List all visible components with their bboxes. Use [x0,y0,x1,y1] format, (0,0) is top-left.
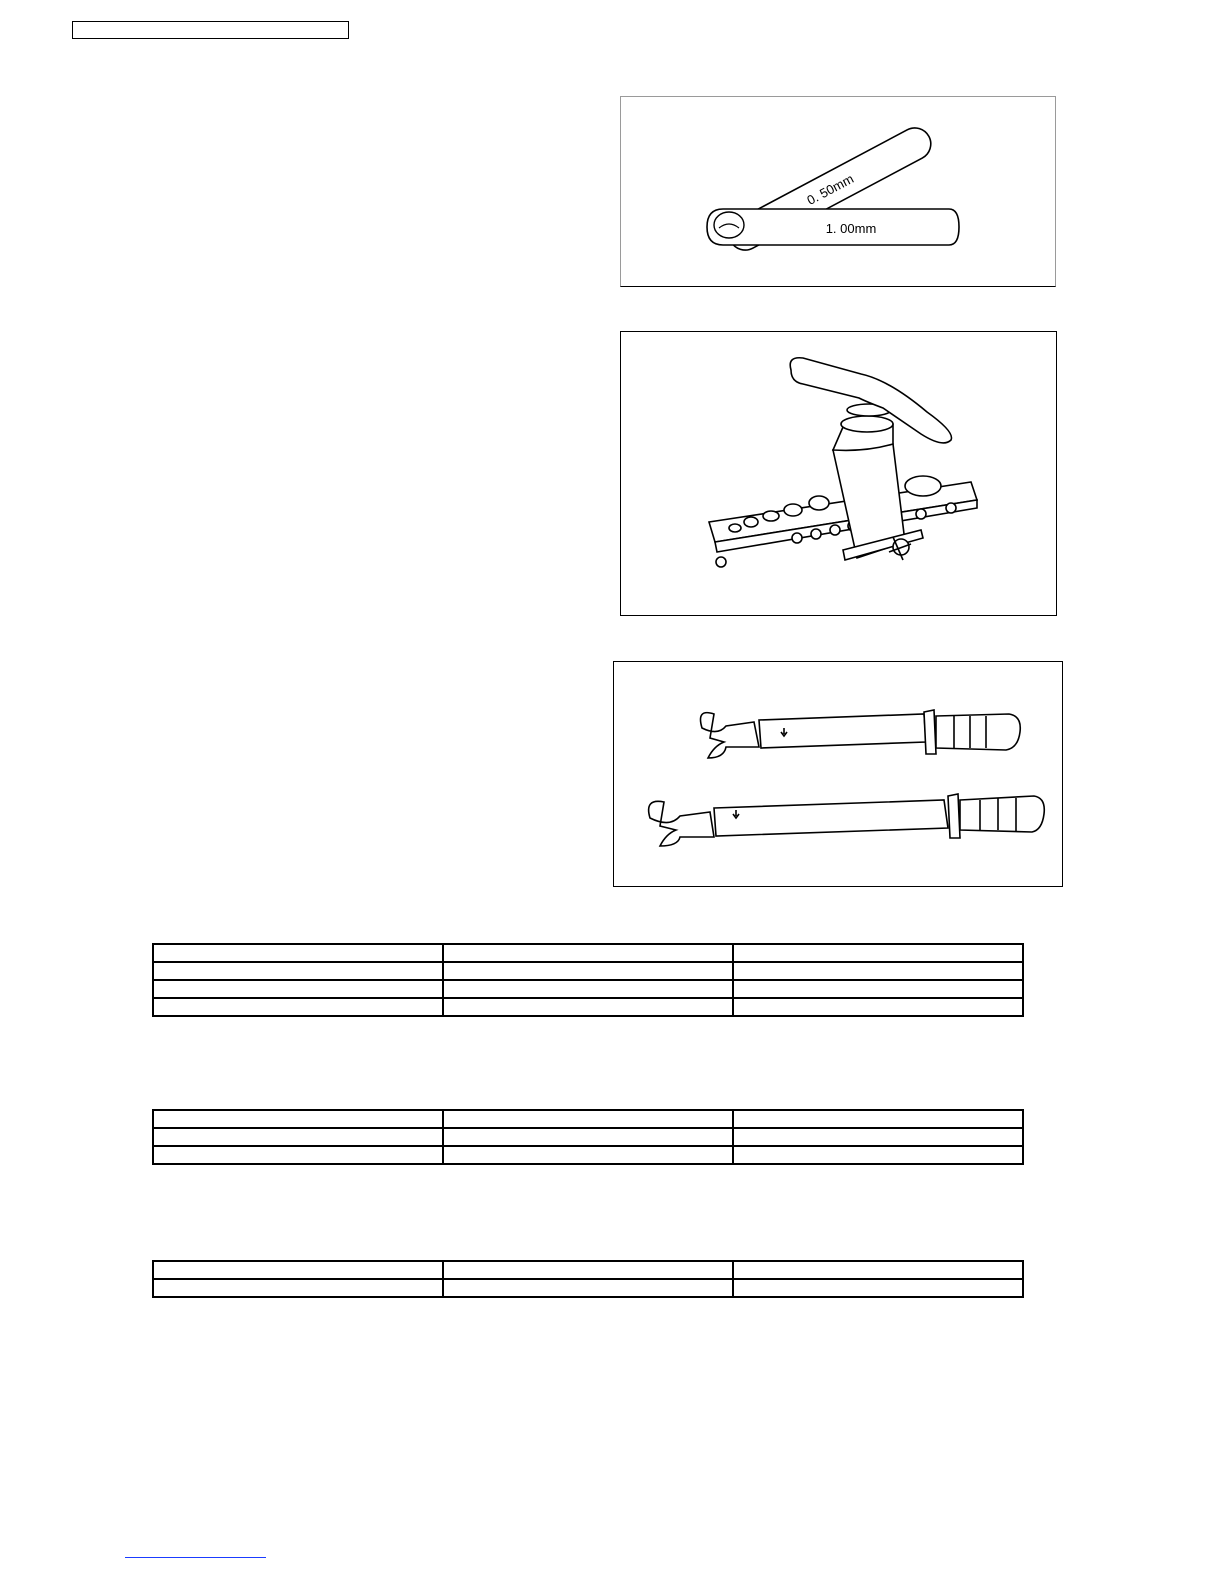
table-row [153,962,1023,980]
table-cell [443,1279,733,1297]
table-cell [733,1146,1023,1164]
flaring-tool-figure [620,331,1057,616]
table-cell [153,980,443,998]
table-row [153,1110,1023,1128]
torque-wrench-small [701,710,1021,758]
table-cell [153,1128,443,1146]
table-row [153,1128,1023,1146]
flaring-tool-icon [621,332,1056,615]
table-cell [443,1128,733,1146]
feeler-gauge-icon [621,97,1055,286]
table-cell [733,1128,1023,1146]
thin-blade-label: 0. 50mm [804,170,857,208]
table-cell [733,944,1023,962]
table-cell [443,1261,733,1279]
table-cell [153,998,443,1016]
table-cell [153,1146,443,1164]
table-cell [443,944,733,962]
feeler-gauge-figure [620,96,1056,287]
pivot-hole-icon [714,212,744,238]
table-cell [733,1279,1023,1297]
table-cell [443,980,733,998]
table-cell [153,1110,443,1128]
table-row [153,998,1023,1016]
table-cell [733,1261,1023,1279]
torque-wrench-large [649,794,1045,846]
table-cell [733,998,1023,1016]
spec-table-3 [152,1260,1024,1298]
table-row [153,1279,1023,1297]
table-cell [443,1110,733,1128]
spec-table-2 [152,1109,1024,1165]
table-cell [443,998,733,1016]
footer-link[interactable] [125,1557,266,1558]
table-cell [443,1146,733,1164]
table-cell [153,962,443,980]
table-cell [733,1110,1023,1128]
thick-blade-label: 1. 00mm [825,221,877,236]
table-cell [153,944,443,962]
torque-wrench-icon [614,662,1062,886]
table-cell [153,1261,443,1279]
table-row [153,980,1023,998]
table-cell [443,962,733,980]
header-title-box [72,21,349,39]
table-row [153,1261,1023,1279]
table-row [153,1146,1023,1164]
table-cell [733,962,1023,980]
spec-table-1 [152,943,1024,1017]
thick-blade [707,209,959,245]
table-row [153,944,1023,962]
table-cell [153,1279,443,1297]
table-cell [733,980,1023,998]
torque-wrench-figure [613,661,1063,887]
